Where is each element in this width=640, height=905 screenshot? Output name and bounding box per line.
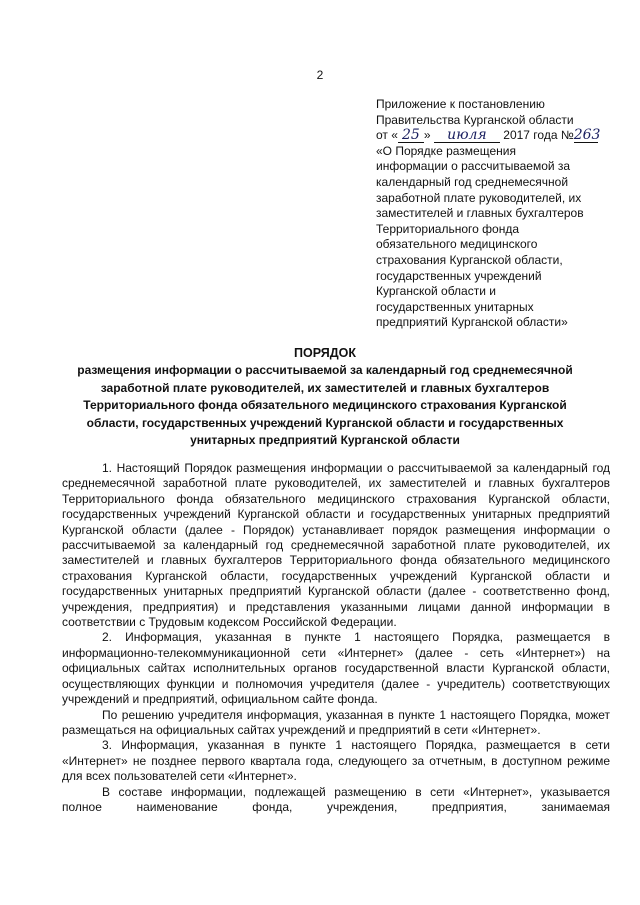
paragraph-3: 3. Информация, указанная в пункте 1 настоящего Порядка, размещается в сети «Интернет» не позднее первого квартала года, следующего за отчетным, в доступном режиме для всех пользователей сети «Интернет». (62, 738, 610, 784)
handwritten-number: 263 (573, 127, 601, 144)
document-body (62, 461, 610, 815)
title-line: области, государственных учреждений Курганской области и государственных (86, 415, 564, 430)
appendix-date-line (376, 128, 622, 144)
handwritten-month: июля (434, 129, 500, 143)
appendix-line: Приложение к постановлению (376, 97, 545, 111)
appendix-subject-line: заработной плате руководителей, их (376, 190, 582, 205)
paragraph-3-continued: В составе информации, подлежащей размещению в сети «Интернет», указывается полное наименование фонда, учреждения, предприятия, занимаемая (62, 784, 610, 814)
appendix-subject-line: предприятий Курганской области» (376, 315, 568, 330)
appendix-subject-line: страхования Курганской области, (376, 252, 563, 267)
appendix-subject-line: государственных унитарных (376, 299, 534, 314)
appendix-line: Правительства Курганской области (376, 112, 574, 127)
paragraph-2-note: По решению учредителя информация, указанная в пункте 1 настоящего Порядка, может размещаться на официальных сайтах учреждений и предприятий в сети «Интернет». (62, 707, 610, 737)
appendix-subject-line: «О Порядке размещения (376, 143, 516, 158)
appendix-subject-line: Курганской области и (376, 284, 496, 299)
appendix-block (376, 97, 622, 331)
paragraph-2: 2. Информация, указанная в пункте 1 настоящего Порядка, размещается в информационно-телекоммуникационной сети «Интернет» (далее - сеть «Интернет») на официальных сайтах исполнительных органов государственной власти Курганской области, осуществляющих функции и полномочия учредителя (далее - учредитель) соответствующих учреждений и предприятий, официальном сайте фонда. (62, 630, 610, 707)
date-year: 2017 года № (499, 128, 574, 143)
date-mid: » (423, 128, 434, 143)
paragraph-1: 1. Настоящий Порядок размещения информации о рассчитываемой за календарный год среднемесячной заработной плате руководителей, их заместителей и главных бухгалтеров Территориального фонда обязательного медицинского страхования Курганской области, государственных учреждений Курганской области и государственных унитарных предприятий Курганской области (далее - Порядок) устанавливает порядок размещения информации о рассчитываемой за календарный год среднемесячной заработной плате руководителей, их заместителей и главных бухгалтеров Территориального фонда обязательного медицинского страхования Курганской области, государственных учреждений Курганской области и государственных унитарных предприятий Курганской области (далее - соответственно фонд, учреждения, предприятия) и представления указанными лицами данной информации в соответствии с Трудовым кодексом Российской Федерации. (62, 461, 610, 630)
appendix-subject-line: государственных учреждений (376, 268, 542, 283)
appendix-subject-line: информации о рассчитываемой за (376, 159, 571, 174)
title-heading: ПОРЯДОК (294, 346, 356, 360)
appendix-subject-line: календарный год среднемесячной (376, 174, 569, 189)
page-number: 2 (316, 68, 324, 82)
appendix-subject-line: обязательного медицинского (376, 237, 538, 252)
date-prefix: от « (376, 128, 398, 143)
handwritten-day: 25 (398, 129, 424, 143)
title-line: Территориального фонда обязательного медицинского страхования Курганской (83, 398, 567, 413)
title-line: заработной плате руководителей, их заместителей и главных бухгалтеров (100, 380, 550, 395)
title-line: размещения информации о рассчитываемой за календарный год среднемесячной (77, 363, 573, 378)
appendix-subject-line: Территориального фонда (376, 221, 519, 236)
document-title (40, 345, 610, 449)
title-line: унитарных предприятий Курганской области (190, 433, 460, 448)
appendix-subject-line: заместителей и главных бухгалтеров (376, 206, 584, 221)
